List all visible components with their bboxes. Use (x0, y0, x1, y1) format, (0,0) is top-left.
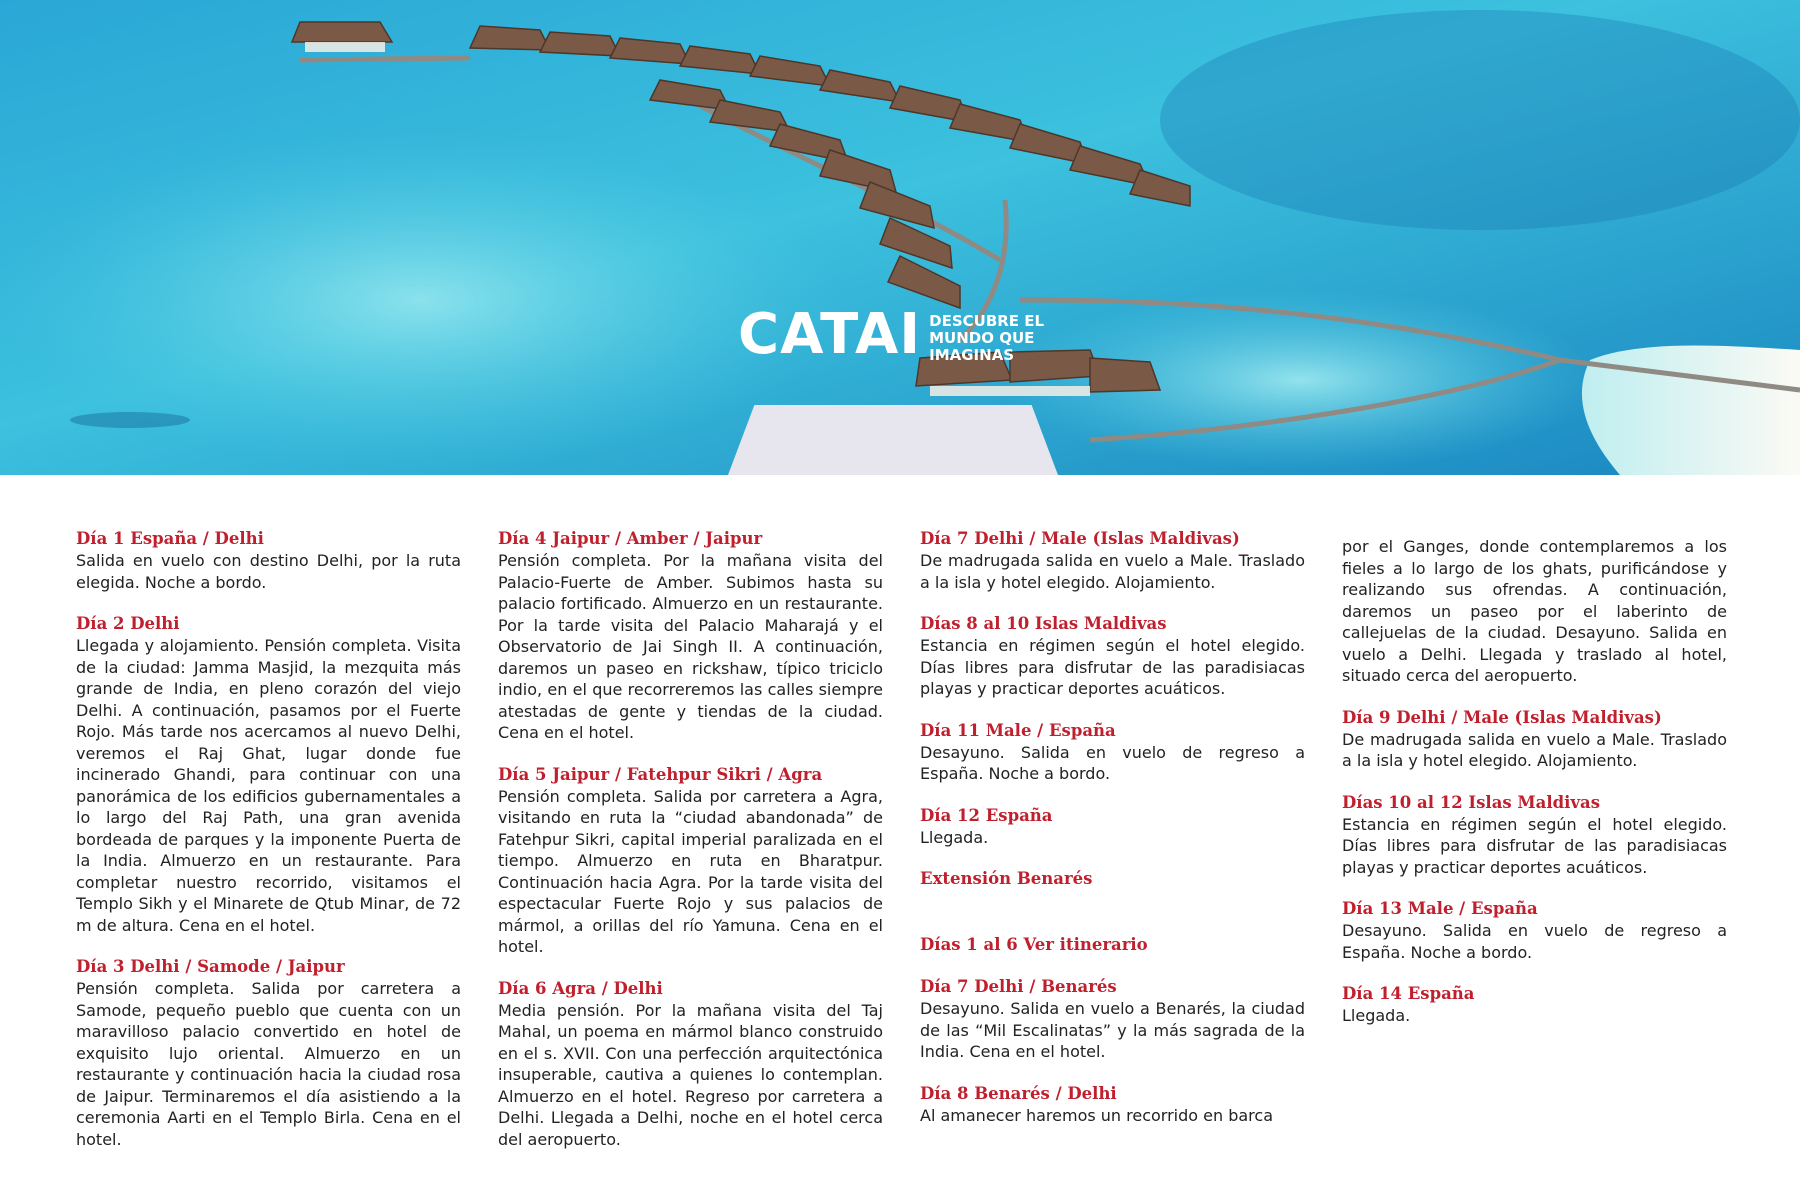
itinerary-column-2 (498, 528, 883, 1170)
itinerary-day (76, 528, 461, 593)
itinerary-day (498, 764, 883, 958)
itinerary-day (498, 528, 883, 744)
extension-heading (920, 868, 1305, 890)
itinerary-day (920, 720, 1305, 785)
itinerary-day (920, 1083, 1305, 1127)
day-text: Desayuno. Salida en vuelo a Benarés, la ciudad de las “Mil Escalinatas” y la más sagrada de la India. Cena en el hotel. (920, 999, 1305, 1061)
logo-wordmark: CATAI (738, 302, 922, 367)
day-text: Llegada. (920, 827, 989, 847)
day-title: Día 14 España (1342, 984, 1475, 1003)
itinerary-day (498, 978, 883, 1151)
day-text: Pensión completa. Salida por carretera a Samode, pequeño pueblo que cuenta con un maravilloso palacio convertido en hotel de exquisito lujo oriental. Almuerzo en un restaurante y continuación hacia la ciudad rosa de Jaipur. Terminaremos el día asistiendo a la ceremonia Aarti en el Templo Birla. Cena en el hotel. (76, 979, 461, 1149)
itinerary-day (920, 805, 1305, 849)
itinerary-day (920, 528, 1305, 593)
day-title: Día 6 Agra / Delhi (498, 978, 663, 998)
day-text: Estancia en régimen según el hotel elegido. Días libres para disfrutar de las paradisiacas playas y practicar deportes acuáticos. (920, 636, 1305, 698)
itinerary-columns (76, 528, 1727, 1149)
day-text: por el Ganges, donde contemplaremos a los fieles a lo largo de los ghats, purificándose y realizando sus ofrendas. A continuación, daremos un paseo por el laberinto de callejuelas de la ciudad. Desayuno. Salida en vuelo a Delhi. Llegada y traslado al hotel, situado cerca del aeropuerto. (1342, 537, 1727, 685)
brand-logo (738, 302, 1049, 367)
itinerary-day-continued (1342, 536, 1727, 687)
logo-tagline (929, 313, 1049, 363)
itinerary-day (920, 613, 1305, 700)
day-text: Desayuno. Salida en vuelo de regreso a España. Noche a bordo. (1342, 921, 1727, 962)
itinerary-day (920, 934, 1305, 956)
day-title: Día 13 Male / España (1342, 899, 1538, 918)
itinerary-day (1342, 792, 1727, 879)
day-title: Día 1 España / Delhi (76, 529, 264, 548)
tagline-line: MUNDO QUE (929, 329, 1035, 347)
day-text: Desayuno. Salida en vuelo de regreso a España. Noche a bordo. (920, 742, 1305, 783)
maldives-villas-illustration (0, 0, 1800, 475)
itinerary-day (76, 613, 461, 936)
day-title: Día 9 Delhi / Male (Islas Maldivas) (1342, 707, 1662, 727)
itinerary-column-4 (1342, 536, 1727, 1047)
day-title: Día 2 Delhi (76, 614, 180, 633)
day-title: Días 1 al 6 Ver itinerario (920, 935, 1148, 954)
decorative-tab-panel (728, 405, 1058, 475)
day-text: De madrugada salida en vuelo a Male. Traslado a la isla y hotel elegido. Alojamiento. (920, 551, 1305, 592)
tagline-line: IMAGINAS (929, 346, 1015, 363)
day-title: Día 12 España (920, 805, 1053, 825)
day-title: Día 7 Delhi / Benarés (920, 977, 1117, 996)
itinerary-day (1342, 983, 1727, 1027)
day-title: Día 8 Benarés / Delhi (920, 1083, 1117, 1103)
day-text: Pensión completa. Por la mañana visita del Palacio-Fuerte de Amber. Subimos hasta su palacio fortificado. Almuerzo en un restaurante. Por la tarde visita del Palacio Maharajá y el Observatorio de Jai Singh II. A continuación, daremos un paseo en rickshaw, típico triciclo indio, en el que recorreremos las calles siempre atestadas de gente y tiendas de la ciudad. Cena en el hotel. (498, 551, 883, 742)
itinerary-day (1342, 707, 1727, 772)
itinerary-day (76, 956, 461, 1150)
day-text: Estancia en régimen según el hotel elegido. Días libres para disfrutar de las paradisiacas playas y practicar deportes acuáticos. (1342, 814, 1727, 877)
day-text: Media pensión. Por la mañana visita del Taj Mahal, un poema en mármol blanco construido en el s. XVII. Con una perfección arquitectónica insuperable, cautiva a quienes lo contemplan. Almuerzo en el hotel. Regreso por carretera a Delhi. Llegada a Delhi, noche en el hotel cerca del aeropuerto. (498, 1000, 883, 1149)
day-title: Días 8 al 10 Islas Maldivas (920, 614, 1167, 633)
day-text: Llegada. (1342, 1006, 1411, 1025)
day-title: Día 11 Male / España (920, 720, 1116, 740)
day-title: Día 4 Jaipur / Amber / Jaipur (498, 529, 763, 548)
itinerary-column-1 (76, 528, 461, 1170)
day-text: Pensión completa. Salida por carretera a Agra, visitando en ruta la “ciudad abandonada” de Fatehpur Sikri, capital imperial paralizada en el tiempo. Almuerzo en ruta en Bharatpur. Continuación hacia Agra. Por la tarde visita del espectacular Fuerte Rojo y sus palacios de mármol, a orillas del río Yamuna. Cena en el hotel. (498, 786, 883, 956)
day-text: De madrugada salida en vuelo a Male. Traslado a la isla y hotel elegido. Alojamiento. (1342, 729, 1727, 770)
day-text: Llegada y alojamiento. Pensión completa. Visita de la ciudad: Jamma Masjid, la mezquita más grande de India, en pleno corazón del viejo Delhi. A continuación, pasamos por el Fuerte Rojo. Más tarde nos acercamos al nuevo Delhi, veremos el Raj Ghat, lugar donde fue incinerado Ghandi, para continuar con una panorámica de los edificios gubernamentales a lo largo del Raj Path, una gran avenida bordeada de parques y la imponente Puerta de la India. Almuerzo en un restaurante. Para completar nuestro recorrido, visitamos el Templo Sikh y el Minarete de Qtub Minar, de 72 m de altura. Cena en el hotel. (76, 636, 461, 935)
day-text: Al amanecer haremos un recorrido en barca (920, 1105, 1274, 1125)
day-title: Día 3 Delhi / Samode / Jaipur (76, 957, 345, 976)
day-title: Día 5 Jaipur / Fatehpur Sikri / Agra (498, 764, 823, 784)
day-title: Días 10 al 12 Islas Maldivas (1342, 792, 1601, 812)
tagline-line: DESCUBRE EL (929, 313, 1045, 330)
day-text: Salida en vuelo con destino Delhi, por la ruta elegida. Noche a bordo. (76, 551, 461, 592)
hero-photo (0, 0, 1800, 475)
itinerary-day (920, 976, 1305, 1063)
itinerary-day (1342, 898, 1727, 963)
day-title: Día 7 Delhi / Male (Islas Maldivas) (920, 529, 1240, 548)
itinerary-column-3 (920, 528, 1305, 1146)
section-title: Extensión Benarés (920, 869, 1093, 888)
